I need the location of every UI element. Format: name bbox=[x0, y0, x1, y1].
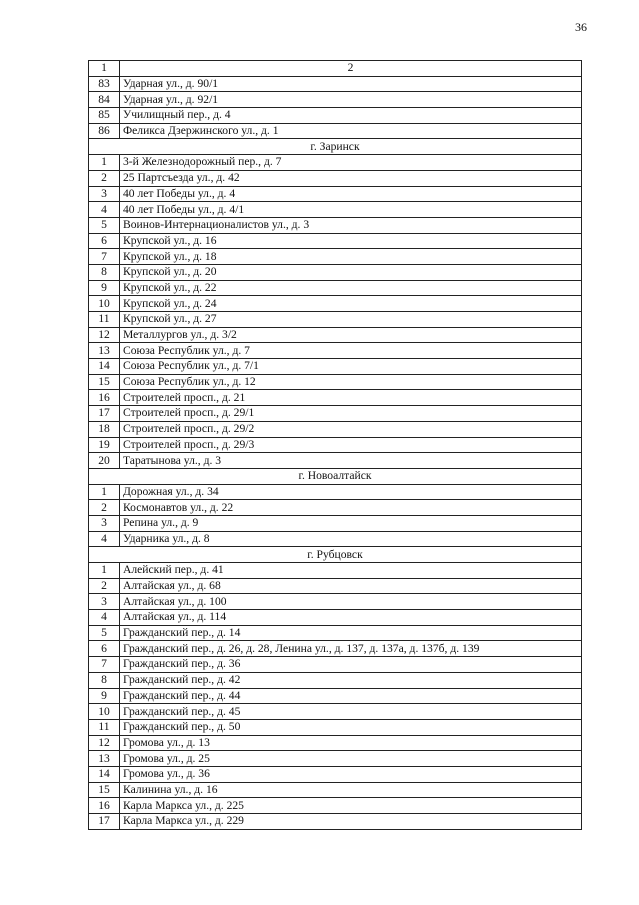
section-heading-row bbox=[89, 139, 582, 155]
row-address: Строителей просп., д. 21 bbox=[120, 390, 582, 406]
table-row bbox=[89, 280, 582, 296]
section-city-heading: г. Рубцовск bbox=[89, 547, 582, 563]
row-address: 3-й Железнодорожный пер., д. 7 bbox=[120, 155, 582, 171]
row-number: 8 bbox=[89, 264, 120, 280]
row-number: 84 bbox=[89, 92, 120, 108]
row-address: Алтайская ул., д. 100 bbox=[120, 594, 582, 610]
table-row bbox=[89, 406, 582, 422]
row-number: 10 bbox=[89, 704, 120, 720]
table-row bbox=[89, 735, 582, 751]
table-row bbox=[89, 170, 582, 186]
section-heading-row bbox=[89, 468, 582, 484]
row-number: 13 bbox=[89, 343, 120, 359]
table-row bbox=[89, 343, 582, 359]
row-number: 17 bbox=[89, 814, 120, 830]
row-address: Крупской ул., д. 22 bbox=[120, 280, 582, 296]
row-number: 17 bbox=[89, 406, 120, 422]
table-row bbox=[89, 515, 582, 531]
row-address: Гражданский пер., д. 36 bbox=[120, 657, 582, 673]
row-number: 9 bbox=[89, 688, 120, 704]
row-address: Союза Республик ул., д. 7 bbox=[120, 343, 582, 359]
header-cell-number: 1 bbox=[89, 61, 120, 77]
row-address: Воинов-Интернационалистов ул., д. 3 bbox=[120, 217, 582, 233]
row-number: 4 bbox=[89, 531, 120, 547]
table-row bbox=[89, 296, 582, 312]
row-address: Феликса Дзержинского ул., д. 1 bbox=[120, 123, 582, 139]
table-row bbox=[89, 531, 582, 547]
table-row bbox=[89, 233, 582, 249]
row-number: 16 bbox=[89, 390, 120, 406]
row-number: 5 bbox=[89, 625, 120, 641]
row-number: 6 bbox=[89, 233, 120, 249]
table-row bbox=[89, 719, 582, 735]
row-number: 13 bbox=[89, 751, 120, 767]
row-number: 19 bbox=[89, 437, 120, 453]
row-number: 7 bbox=[89, 657, 120, 673]
table-row bbox=[89, 359, 582, 375]
row-number: 3 bbox=[89, 186, 120, 202]
row-address: Космонавтов ул., д. 22 bbox=[120, 500, 582, 516]
row-number: 18 bbox=[89, 421, 120, 437]
table-row bbox=[89, 672, 582, 688]
row-number: 20 bbox=[89, 453, 120, 469]
address-table-body bbox=[89, 61, 582, 830]
table-row bbox=[89, 563, 582, 579]
page-number: 36 bbox=[575, 20, 587, 34]
row-number: 86 bbox=[89, 123, 120, 139]
section-heading-row bbox=[89, 547, 582, 563]
table-row bbox=[89, 814, 582, 830]
row-address: Громова ул., д. 25 bbox=[120, 751, 582, 767]
row-address: 40 лет Победы ул., д. 4/1 bbox=[120, 202, 582, 218]
row-number: 12 bbox=[89, 327, 120, 343]
row-number: 1 bbox=[89, 484, 120, 500]
table-row bbox=[89, 641, 582, 657]
row-number: 3 bbox=[89, 515, 120, 531]
row-address: 25 Партсъезда ул., д. 42 bbox=[120, 170, 582, 186]
row-address: Крупской ул., д. 27 bbox=[120, 312, 582, 328]
table-row bbox=[89, 751, 582, 767]
row-address: Репина ул., д. 9 bbox=[120, 515, 582, 531]
section-city-heading: г. Заринск bbox=[89, 139, 582, 155]
row-number: 2 bbox=[89, 170, 120, 186]
table-row bbox=[89, 217, 582, 233]
table-row bbox=[89, 76, 582, 92]
row-number: 12 bbox=[89, 735, 120, 751]
row-number: 11 bbox=[89, 312, 120, 328]
row-number: 83 bbox=[89, 76, 120, 92]
row-address: Карла Маркса ул., д. 225 bbox=[120, 798, 582, 814]
table-row bbox=[89, 484, 582, 500]
table-row bbox=[89, 108, 582, 124]
row-number: 16 bbox=[89, 798, 120, 814]
table-row bbox=[89, 264, 582, 280]
row-number: 15 bbox=[89, 782, 120, 798]
table-row bbox=[89, 327, 582, 343]
row-number: 1 bbox=[89, 155, 120, 171]
row-number: 4 bbox=[89, 610, 120, 626]
table-row bbox=[89, 625, 582, 641]
row-number: 11 bbox=[89, 719, 120, 735]
row-address: Ударника ул., д. 8 bbox=[120, 531, 582, 547]
row-number: 9 bbox=[89, 280, 120, 296]
section-city-heading: г. Новоалтайск bbox=[89, 468, 582, 484]
table-row bbox=[89, 202, 582, 218]
row-address: Гражданский пер., д. 14 bbox=[120, 625, 582, 641]
table-row bbox=[89, 421, 582, 437]
row-number: 14 bbox=[89, 359, 120, 375]
row-number: 4 bbox=[89, 202, 120, 218]
table-row bbox=[89, 610, 582, 626]
table-row bbox=[89, 437, 582, 453]
row-address: Дорожная ул., д. 34 bbox=[120, 484, 582, 500]
row-address: Строителей просп., д. 29/2 bbox=[120, 421, 582, 437]
table-row bbox=[89, 390, 582, 406]
row-address: Металлургов ул., д. 3/2 bbox=[120, 327, 582, 343]
row-number: 10 bbox=[89, 296, 120, 312]
row-address: Карла Маркса ул., д. 229 bbox=[120, 814, 582, 830]
row-number: 85 bbox=[89, 108, 120, 124]
row-address: Крупской ул., д. 16 bbox=[120, 233, 582, 249]
table-row bbox=[89, 155, 582, 171]
row-number: 5 bbox=[89, 217, 120, 233]
row-address: Громова ул., д. 36 bbox=[120, 766, 582, 782]
table-header-row bbox=[89, 61, 582, 77]
table-row bbox=[89, 688, 582, 704]
table-row bbox=[89, 92, 582, 108]
table-row bbox=[89, 186, 582, 202]
row-address: 40 лет Победы ул., д. 4 bbox=[120, 186, 582, 202]
row-number: 14 bbox=[89, 766, 120, 782]
table-row bbox=[89, 798, 582, 814]
table-row bbox=[89, 453, 582, 469]
row-address: Калинина ул., д. 16 bbox=[120, 782, 582, 798]
row-address: Строителей просп., д. 29/3 bbox=[120, 437, 582, 453]
row-address: Строителей просп., д. 29/1 bbox=[120, 406, 582, 422]
row-address: Таратынова ул., д. 3 bbox=[120, 453, 582, 469]
row-address: Училищный пер., д. 4 bbox=[120, 108, 582, 124]
table-row bbox=[89, 123, 582, 139]
table-row bbox=[89, 594, 582, 610]
table-row bbox=[89, 249, 582, 265]
header-cell-address: 2 bbox=[120, 61, 582, 77]
row-address: Ударная ул., д. 90/1 bbox=[120, 76, 582, 92]
row-address: Ударная ул., д. 92/1 bbox=[120, 92, 582, 108]
table-row bbox=[89, 657, 582, 673]
row-number: 2 bbox=[89, 500, 120, 516]
row-address: Крупской ул., д. 18 bbox=[120, 249, 582, 265]
row-address: Гражданский пер., д. 44 bbox=[120, 688, 582, 704]
table-row bbox=[89, 312, 582, 328]
row-number: 15 bbox=[89, 374, 120, 390]
table-row bbox=[89, 500, 582, 516]
row-number: 8 bbox=[89, 672, 120, 688]
row-number: 7 bbox=[89, 249, 120, 265]
row-address: Гражданский пер., д. 50 bbox=[120, 719, 582, 735]
table-row bbox=[89, 782, 582, 798]
row-address: Гражданский пер., д. 42 bbox=[120, 672, 582, 688]
row-address: Союза Республик ул., д. 7/1 bbox=[120, 359, 582, 375]
table-row bbox=[89, 766, 582, 782]
row-number: 1 bbox=[89, 563, 120, 579]
row-address: Союза Республик ул., д. 12 bbox=[120, 374, 582, 390]
row-address: Крупской ул., д. 24 bbox=[120, 296, 582, 312]
row-number: 2 bbox=[89, 578, 120, 594]
address-table bbox=[88, 60, 582, 830]
row-address: Алейский пер., д. 41 bbox=[120, 563, 582, 579]
row-address: Гражданский пер., д. 45 bbox=[120, 704, 582, 720]
table-row bbox=[89, 704, 582, 720]
row-address: Громова ул., д. 13 bbox=[120, 735, 582, 751]
row-address: Крупской ул., д. 20 bbox=[120, 264, 582, 280]
row-address: Алтайская ул., д. 68 bbox=[120, 578, 582, 594]
row-address: Алтайская ул., д. 114 bbox=[120, 610, 582, 626]
table-row bbox=[89, 578, 582, 594]
row-number: 6 bbox=[89, 641, 120, 657]
table-row bbox=[89, 374, 582, 390]
row-address: Гражданский пер., д. 26, д. 28, Ленина ул., д. 137, д. 137а, д. 137б, д. 139 bbox=[120, 641, 582, 657]
row-number: 3 bbox=[89, 594, 120, 610]
